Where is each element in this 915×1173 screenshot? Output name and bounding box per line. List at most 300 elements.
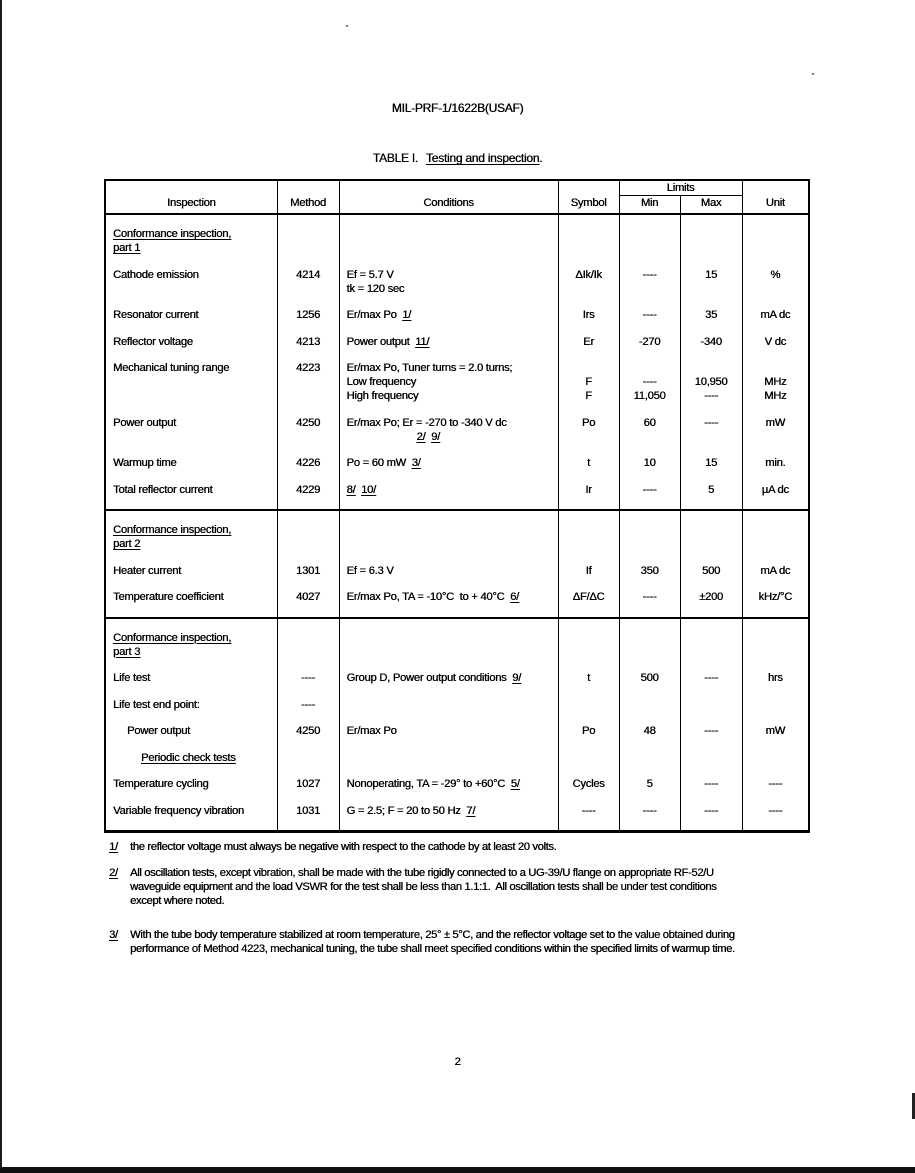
cell-unit bbox=[742, 564, 809, 591]
table-caption-prefix: TABLE I. bbox=[372, 151, 418, 165]
conditions-text bbox=[347, 777, 554, 791]
cell-unit bbox=[742, 483, 809, 511]
cell-min-text: ---- bbox=[642, 376, 657, 388]
cell-inspection bbox=[105, 564, 277, 591]
footnote-ref: 7/ bbox=[466, 804, 476, 817]
cell-max bbox=[680, 361, 742, 416]
cell-conditions bbox=[339, 698, 558, 725]
inspection-text: Reflector voltage bbox=[113, 335, 193, 348]
text-segment: High frequency bbox=[346, 390, 419, 402]
cell-symbol bbox=[558, 483, 619, 511]
cell-unit bbox=[742, 590, 809, 618]
cell-symbol-text: Cycles bbox=[572, 778, 605, 790]
cell-max-text: 500 bbox=[702, 564, 720, 577]
cell-inspection bbox=[105, 724, 277, 751]
cell-symbol-text: t bbox=[587, 672, 590, 684]
cell-max-text: 35 bbox=[705, 309, 717, 321]
cell-min bbox=[619, 416, 680, 457]
footnote-ref: 10/ bbox=[361, 483, 376, 496]
cell-symbol bbox=[558, 777, 619, 804]
cell-symbol bbox=[558, 510, 619, 564]
column-header-min: Min bbox=[619, 196, 680, 215]
cell-conditions bbox=[339, 804, 558, 832]
cell-unit bbox=[742, 671, 809, 698]
cell-unit-text: mW bbox=[765, 725, 785, 737]
cell-max bbox=[680, 510, 742, 564]
cell-symbol bbox=[558, 335, 619, 362]
row-periodic-check-tests bbox=[105, 751, 809, 778]
row-temperature-cycling bbox=[105, 777, 809, 804]
cell-max bbox=[680, 671, 742, 698]
cell-min bbox=[619, 777, 680, 804]
cell-inspection bbox=[105, 590, 277, 618]
cell-unit-text: MHz bbox=[764, 376, 787, 388]
text-segment: Er/max Po bbox=[346, 309, 403, 321]
cell-min bbox=[619, 698, 680, 725]
cell-method bbox=[277, 804, 339, 832]
text-segment: Ef = 6.3 V bbox=[346, 564, 394, 577]
conditions-text bbox=[347, 671, 554, 685]
cell-max-text: ---- bbox=[704, 778, 718, 790]
cell-unit bbox=[742, 268, 809, 309]
column-header-method: Method bbox=[277, 180, 339, 214]
cell-max-text: ---- bbox=[704, 725, 718, 737]
method-text: 4250 bbox=[296, 725, 320, 737]
cell-symbol-text: Po bbox=[581, 725, 596, 737]
text-segment: G = 2.5; F = 20 to 50 Hz bbox=[346, 804, 467, 817]
cell-unit-text: mA dc bbox=[760, 564, 791, 577]
conditions-text bbox=[347, 308, 554, 322]
cell-method bbox=[277, 308, 339, 335]
method-text: 4213 bbox=[296, 335, 320, 348]
cell-symbol-text: ---- bbox=[581, 804, 596, 817]
conditions-text bbox=[347, 335, 554, 349]
conditions-text bbox=[347, 724, 554, 738]
footnote-ref: 9/ bbox=[512, 672, 521, 684]
cell-method bbox=[277, 268, 339, 309]
cell-inspection bbox=[105, 416, 277, 457]
cell-min bbox=[619, 724, 680, 751]
cell-min-text: -270 bbox=[638, 335, 661, 348]
conditions-text bbox=[347, 416, 554, 430]
footnote-text bbox=[130, 928, 735, 956]
text-segment: Group D, Power output conditions bbox=[346, 672, 513, 684]
inspection-text: Life test bbox=[113, 672, 150, 684]
inspection-text: Resonator current bbox=[113, 309, 199, 321]
cell-max-text: ---- bbox=[704, 390, 718, 402]
cell-max bbox=[680, 456, 742, 483]
cell-unit-text: ---- bbox=[768, 804, 783, 817]
cell-unit-text: mA dc bbox=[760, 309, 791, 321]
inspection-text: Periodic check tests bbox=[141, 751, 236, 764]
cell-unit bbox=[742, 618, 809, 672]
method-text: ---- bbox=[301, 672, 315, 684]
cell-max-text: ---- bbox=[704, 672, 718, 684]
method-text: 4027 bbox=[296, 591, 320, 603]
footnote-ref: 1/ bbox=[402, 309, 412, 321]
cell-inspection bbox=[105, 335, 277, 362]
table-header-row-1 bbox=[105, 180, 809, 196]
footnotes bbox=[109, 840, 809, 968]
cell-min-text: ---- bbox=[642, 483, 657, 496]
cell-max-text: 15 bbox=[705, 268, 717, 281]
footnote-ref: 11/ bbox=[415, 335, 430, 348]
cell-max-text: 10,950 bbox=[694, 376, 728, 388]
inspection-text: Mechanical tuning range bbox=[113, 362, 230, 374]
cell-unit bbox=[742, 214, 809, 268]
cell-symbol bbox=[558, 308, 619, 335]
cell-inspection bbox=[105, 308, 277, 335]
cell-max bbox=[680, 590, 742, 618]
cell-unit bbox=[742, 724, 809, 751]
text-segment: Low frequency bbox=[346, 376, 417, 388]
inspection-text: part 2 bbox=[113, 538, 141, 550]
cell-symbol-text: Irs bbox=[582, 309, 595, 321]
cell-method bbox=[277, 724, 339, 751]
cell-conditions bbox=[339, 564, 558, 591]
text-segment: Ef = 5.7 V bbox=[346, 268, 394, 281]
column-header-unit: Unit bbox=[742, 180, 809, 214]
cell-max bbox=[680, 308, 742, 335]
method-text: 4229 bbox=[296, 483, 320, 496]
cell-min bbox=[619, 751, 680, 778]
cell-symbol-text: F bbox=[585, 390, 592, 402]
cell-inspection bbox=[105, 804, 277, 832]
cell-symbol bbox=[558, 361, 619, 416]
cell-min bbox=[619, 804, 680, 832]
inspection-text: Power output bbox=[113, 416, 176, 429]
cell-min-text: 11,050 bbox=[633, 390, 666, 402]
cell-method bbox=[277, 751, 339, 778]
cell-max-text: -340 bbox=[700, 335, 722, 348]
column-header-symbol: Symbol bbox=[558, 180, 619, 214]
footnote-line: waveguide equipment and the load VSWR for the test shall be less than 1.1:1. All oscillation tests shall be under test conditions bbox=[130, 881, 717, 893]
footnote-line: except where noted. bbox=[130, 895, 225, 907]
cell-min-text: 5 bbox=[646, 778, 653, 790]
cell-method bbox=[277, 777, 339, 804]
cell-symbol bbox=[558, 214, 619, 268]
cell-method bbox=[277, 214, 339, 268]
cell-max-text: 5 bbox=[708, 483, 714, 496]
method-text: 1031 bbox=[296, 804, 320, 817]
inspection-text: Conformance inspection, bbox=[113, 524, 232, 536]
table-section-part1 bbox=[105, 214, 809, 510]
footnote bbox=[109, 928, 809, 956]
cell-min bbox=[619, 483, 680, 511]
cell-symbol bbox=[558, 618, 619, 672]
cell-conditions bbox=[339, 590, 558, 618]
row-life-test-end-point bbox=[105, 698, 809, 725]
cell-unit-text: mW bbox=[765, 416, 785, 429]
cell-symbol-text: If bbox=[585, 564, 592, 577]
cell-min-text: 10 bbox=[643, 457, 656, 469]
cell-unit-text: kHz/°C bbox=[758, 591, 792, 603]
inspection-text: Conformance inspection, bbox=[113, 631, 232, 644]
conditions-text bbox=[347, 268, 554, 282]
testing-inspection-table-wrap bbox=[104, 179, 810, 833]
inspection-text: Total reflector current bbox=[113, 483, 213, 496]
row-variable-frequency-vibration bbox=[105, 804, 809, 832]
inspection-text: Warmup time bbox=[113, 457, 177, 469]
footnote bbox=[109, 840, 809, 854]
text-segment: Er/max Po, TA = -10°C to + 40°C bbox=[346, 591, 511, 603]
cell-symbol-text: F bbox=[585, 376, 592, 388]
cell-conditions bbox=[339, 214, 558, 268]
cell-min bbox=[619, 456, 680, 483]
cell-conditions bbox=[339, 456, 558, 483]
cell-min-text: ---- bbox=[642, 804, 657, 817]
cell-conditions bbox=[339, 751, 558, 778]
footnote-line: the reflector voltage must always be negative with respect to the cathode by at least 20 volts. bbox=[130, 841, 557, 853]
footnote-text bbox=[130, 840, 556, 854]
conditions-text bbox=[347, 804, 554, 818]
footnote bbox=[109, 866, 809, 908]
cell-max-text: ±200 bbox=[699, 591, 723, 603]
cell-min bbox=[619, 564, 680, 591]
cell-conditions bbox=[339, 416, 558, 457]
cell-method bbox=[277, 416, 339, 457]
cell-unit bbox=[742, 698, 809, 725]
cell-unit bbox=[742, 308, 809, 335]
method-text: 4250 bbox=[296, 416, 320, 429]
row-warmup-time bbox=[105, 456, 809, 483]
cell-unit bbox=[742, 777, 809, 804]
cell-symbol bbox=[558, 671, 619, 698]
cell-min bbox=[619, 308, 680, 335]
text-segment: Nonoperating, TA = -29° to +60°C bbox=[346, 778, 511, 790]
cell-inspection bbox=[105, 751, 277, 778]
column-header-max: Max bbox=[680, 196, 742, 215]
cell-symbol-text: t bbox=[587, 457, 590, 469]
cell-symbol bbox=[558, 590, 619, 618]
cell-inspection bbox=[105, 777, 277, 804]
footnote-text bbox=[130, 866, 716, 908]
cell-conditions bbox=[339, 510, 558, 564]
conditions-text bbox=[347, 590, 554, 604]
row-power-output bbox=[105, 416, 809, 457]
cell-max bbox=[680, 483, 742, 511]
cell-unit-text: min. bbox=[765, 457, 786, 469]
cell-symbol-text: ΔIk/Ik bbox=[575, 268, 602, 281]
method-text: 1027 bbox=[296, 778, 320, 790]
inspection-text: Temperature coefficient bbox=[113, 591, 224, 603]
text-segment: Power output bbox=[346, 335, 416, 348]
cell-min-text: 350 bbox=[640, 564, 659, 577]
conditions-text bbox=[347, 389, 554, 403]
inspection-text: Life test end point: bbox=[113, 698, 200, 711]
cell-conditions bbox=[339, 483, 558, 511]
cell-max bbox=[680, 564, 742, 591]
cell-min-text: 60 bbox=[643, 416, 656, 429]
document-id: MIL-PRF-1/1622B(USAF) bbox=[391, 101, 524, 115]
row-cathode-emission bbox=[105, 268, 809, 309]
method-text: ---- bbox=[301, 698, 315, 711]
cell-inspection bbox=[105, 214, 277, 268]
method-text: 1301 bbox=[296, 564, 320, 577]
cell-min-text: ---- bbox=[642, 309, 657, 321]
cell-unit-text bbox=[746, 361, 806, 375]
footnote-ref: 5/ bbox=[510, 778, 520, 790]
footnote-line: performance of Method 4223, mechanical tuning, the tube shall meet specified conditions within the specified limits of warmup time. bbox=[130, 943, 735, 955]
cell-symbol-text bbox=[562, 361, 616, 375]
cell-max bbox=[680, 751, 742, 778]
cell-max-text bbox=[684, 361, 739, 375]
cell-method bbox=[277, 456, 339, 483]
cell-min bbox=[619, 214, 680, 268]
footnote-marker: 2/ bbox=[109, 867, 118, 879]
cell-min-text bbox=[623, 361, 677, 375]
column-header-conditions: Conditions bbox=[339, 180, 558, 214]
cell-symbol-text: Po bbox=[581, 416, 596, 429]
text-segment: Po = 60 mW bbox=[346, 457, 412, 469]
text-segment: Er/max Po, Tuner turns = 2.0 turns; bbox=[346, 362, 513, 374]
cell-symbol bbox=[558, 724, 619, 751]
text-segment: Er/max Po; Er = -270 to -340 V dc bbox=[346, 416, 507, 429]
inspection-text: part 3 bbox=[113, 645, 141, 658]
inspection-text: Cathode emission bbox=[113, 268, 199, 281]
cell-max bbox=[680, 214, 742, 268]
inspection-text: Temperature cycling bbox=[113, 778, 209, 790]
cell-conditions bbox=[339, 308, 558, 335]
cell-unit-text: MHz bbox=[764, 390, 787, 402]
cell-max-text: ---- bbox=[704, 804, 718, 817]
cell-unit bbox=[742, 751, 809, 778]
cell-inspection bbox=[105, 618, 277, 672]
cell-conditions bbox=[339, 335, 558, 362]
cell-max-text: 15 bbox=[705, 457, 717, 469]
cell-inspection bbox=[105, 510, 277, 564]
method-text: 4223 bbox=[296, 362, 320, 374]
cell-method bbox=[277, 671, 339, 698]
cell-unit-text: hrs bbox=[767, 672, 783, 684]
cell-max-text: ---- bbox=[704, 416, 718, 429]
cell-min bbox=[619, 335, 680, 362]
cell-unit bbox=[742, 510, 809, 564]
cell-method bbox=[277, 335, 339, 362]
cell-min bbox=[619, 590, 680, 618]
conditions-text bbox=[347, 456, 554, 470]
row-section-head-part-1 bbox=[105, 214, 809, 268]
table-section-part3 bbox=[105, 618, 809, 832]
row-mechanical-tuning-range bbox=[105, 361, 809, 416]
cell-inspection bbox=[105, 483, 277, 511]
row-section-head-part-2 bbox=[105, 510, 809, 564]
cell-min bbox=[619, 361, 680, 416]
method-text: 4214 bbox=[296, 268, 320, 281]
cell-min-text: 48 bbox=[643, 725, 656, 737]
cell-inspection bbox=[105, 456, 277, 483]
row-total-reflector-current bbox=[105, 483, 809, 511]
table-caption-period: . bbox=[539, 151, 543, 165]
footnote-ref: 6/ bbox=[510, 591, 519, 603]
table-caption-title: Testing and inspection bbox=[425, 151, 540, 165]
cell-conditions bbox=[339, 777, 558, 804]
cell-symbol-text: Er bbox=[583, 335, 594, 348]
footnote-ref: 8/ bbox=[346, 483, 356, 496]
cell-symbol-text: ΔF/ΔC bbox=[572, 591, 605, 603]
scan-speck bbox=[346, 25, 348, 27]
cell-inspection bbox=[105, 268, 277, 309]
row-life-test-power-output bbox=[105, 724, 809, 751]
footnote-ref: 2/ bbox=[416, 430, 426, 443]
footnote-marker: 1/ bbox=[109, 841, 118, 853]
cell-conditions bbox=[339, 268, 558, 309]
conditions-text bbox=[347, 430, 554, 444]
cell-symbol bbox=[558, 564, 619, 591]
conditions-text bbox=[347, 564, 554, 578]
table-header bbox=[105, 180, 809, 214]
footnote-line: With the tube body temperature stabilized at room temperature, 25° ± 5°C, and the reflector voltage set to the value obtained during bbox=[130, 929, 735, 941]
cell-max bbox=[680, 698, 742, 725]
cell-method bbox=[277, 510, 339, 564]
cell-min-text: ---- bbox=[642, 268, 657, 281]
cell-max bbox=[680, 416, 742, 457]
cell-unit-text: V dc bbox=[764, 335, 786, 348]
footnote-marker: 3/ bbox=[109, 929, 118, 941]
cell-unit-text: µA dc bbox=[761, 483, 789, 496]
row-reflector-voltage bbox=[105, 335, 809, 362]
footnote-ref: 9/ bbox=[431, 430, 440, 443]
cell-conditions bbox=[339, 724, 558, 751]
row-heater-current bbox=[105, 564, 809, 591]
cell-min bbox=[619, 510, 680, 564]
testing-inspection-table bbox=[104, 179, 810, 833]
cell-method bbox=[277, 590, 339, 618]
method-text: 4226 bbox=[296, 457, 320, 469]
cell-method bbox=[277, 483, 339, 511]
cell-max bbox=[680, 777, 742, 804]
cell-max bbox=[680, 335, 742, 362]
cell-unit bbox=[742, 416, 809, 457]
conditions-text bbox=[347, 361, 554, 375]
cell-conditions bbox=[339, 361, 558, 416]
cell-min bbox=[619, 618, 680, 672]
cell-symbol bbox=[558, 804, 619, 832]
table-caption bbox=[0, 151, 915, 165]
cell-symbol-text: Ir bbox=[585, 483, 592, 496]
text-segment: Er/max Po bbox=[346, 725, 397, 737]
inspection-text: Power output bbox=[127, 725, 190, 737]
cell-symbol bbox=[558, 268, 619, 309]
cell-unit-text: ---- bbox=[768, 778, 783, 790]
cell-inspection bbox=[105, 361, 277, 416]
scan-edge-left bbox=[0, 0, 2, 1173]
cell-unit bbox=[742, 804, 809, 832]
conditions-text bbox=[347, 483, 554, 497]
cell-conditions bbox=[339, 671, 558, 698]
cell-symbol bbox=[558, 698, 619, 725]
footnote-ref: 3/ bbox=[411, 457, 421, 469]
cell-unit bbox=[742, 335, 809, 362]
method-text: 1256 bbox=[296, 309, 320, 321]
row-temperature-coefficient bbox=[105, 590, 809, 618]
page-number: 2 bbox=[454, 1056, 461, 1068]
cell-symbol bbox=[558, 456, 619, 483]
cell-method bbox=[277, 618, 339, 672]
scan-speck bbox=[812, 73, 814, 75]
cell-inspection bbox=[105, 671, 277, 698]
column-header-limits: Limits bbox=[619, 180, 742, 196]
cell-conditions bbox=[339, 618, 558, 672]
cell-min-text: ---- bbox=[642, 591, 657, 603]
column-header-inspection: Inspection bbox=[105, 180, 277, 214]
cell-symbol bbox=[558, 416, 619, 457]
conditions-text bbox=[347, 282, 554, 296]
cell-inspection bbox=[105, 698, 277, 725]
cell-method bbox=[277, 698, 339, 725]
row-life-test bbox=[105, 671, 809, 698]
cell-method bbox=[277, 564, 339, 591]
